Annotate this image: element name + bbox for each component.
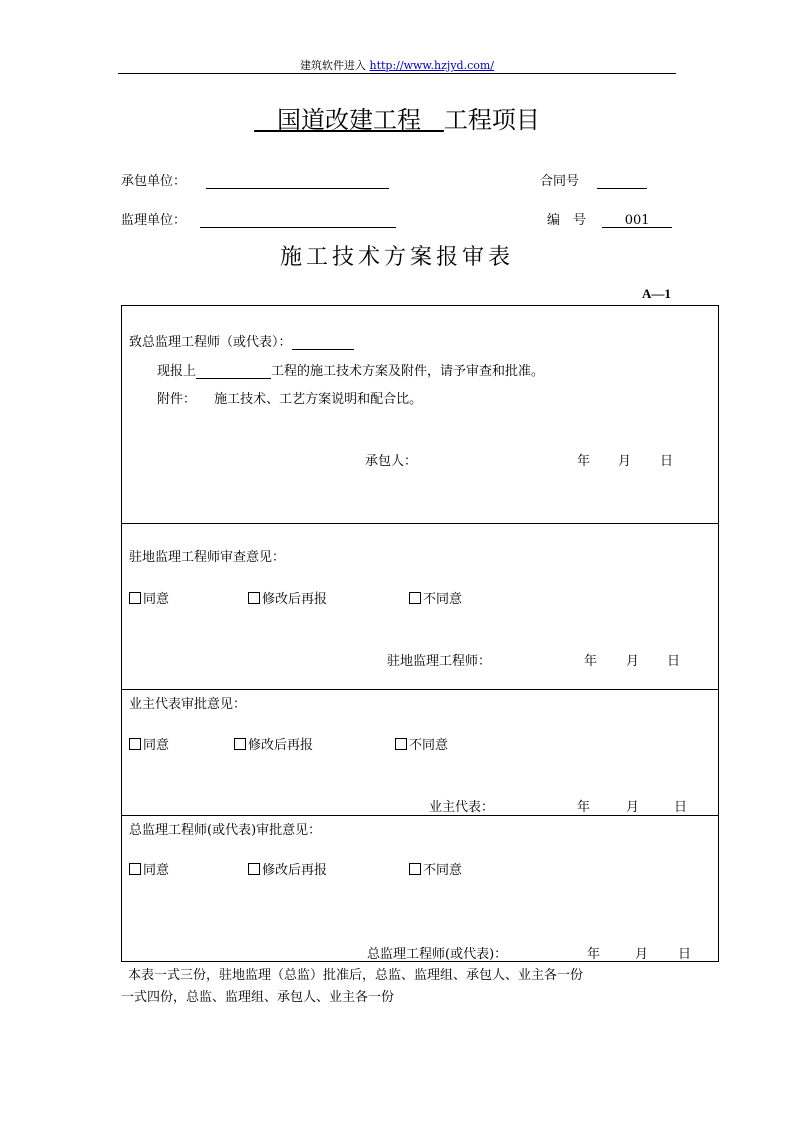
resident-sign-label: 驻地监理工程师： <box>387 654 492 669</box>
project-field[interactable] <box>196 364 271 379</box>
title-suffix: 工程项目 <box>443 106 540 134</box>
addressee-row <box>129 331 354 350</box>
section-owner-review <box>121 689 719 816</box>
attachment-text: 施工技术、工艺方案说明和配合比。 <box>214 392 423 407</box>
report-row <box>157 360 544 379</box>
report-suffix: 工程的施工技术方案及附件，请予审查和批准。 <box>271 364 545 379</box>
contractor-row <box>121 170 389 189</box>
checkbox-icon[interactable] <box>234 738 246 750</box>
report-prefix: 现报上 <box>157 364 197 379</box>
attachment-label: 附件： <box>157 392 197 407</box>
serial-row <box>547 209 672 228</box>
sign-year: 年 <box>584 654 598 669</box>
checkbox-icon[interactable] <box>248 863 260 875</box>
attachment-row <box>157 388 422 407</box>
checkbox-icon[interactable] <box>129 738 141 750</box>
chief-heading: 总监理工程师(或代表)审批意见： <box>129 823 322 838</box>
resident-heading: 驻地监理工程师审查意见： <box>129 550 286 565</box>
sign-day: 日 <box>678 947 692 962</box>
resident-opt-agree[interactable]: 同意 <box>129 588 169 607</box>
supervisor-label: 监理单位： <box>121 213 187 228</box>
sign-year: 年 <box>577 454 591 469</box>
owner-opt-disagree[interactable]: 不同意 <box>395 734 448 753</box>
checkbox-icon[interactable] <box>129 863 141 875</box>
resident-opt-disagree[interactable]: 不同意 <box>409 588 462 607</box>
owner-heading: 业主代表审批意见： <box>129 697 247 712</box>
page-header <box>0 57 794 73</box>
addressee-field[interactable] <box>292 335 354 350</box>
resident-opt-revise[interactable]: 修改后再报 <box>248 588 327 607</box>
chief-opt-revise[interactable]: 修改后再报 <box>248 859 327 878</box>
contract-no-label: 合同号 <box>540 174 580 189</box>
owner-sign-label: 业主代表： <box>429 800 495 815</box>
form-title: 施工技术方案报审表 <box>279 245 514 270</box>
contract-no-field[interactable] <box>597 174 647 189</box>
sign-month: 月 <box>618 454 632 469</box>
contractor-field[interactable] <box>206 174 389 189</box>
project-name: 国道改建工程 <box>277 106 421 134</box>
checkbox-icon[interactable] <box>409 592 421 604</box>
section-chief-review <box>121 815 719 962</box>
serial-field[interactable]: 001 <box>602 213 672 228</box>
checkbox-icon[interactable] <box>129 592 141 604</box>
footer-note-2: 一式四份，总监、监理组、承包人、业主各一份 <box>121 990 395 1005</box>
chief-sign-label: 总监理工程师(或代表)： <box>367 947 508 962</box>
supervisor-row <box>121 209 396 228</box>
chief-opt-disagree[interactable]: 不同意 <box>409 859 462 878</box>
sign-day: 日 <box>674 800 688 815</box>
contractor-label: 承包单位： <box>121 174 187 189</box>
checkbox-icon[interactable] <box>409 863 421 875</box>
serial-label: 编 号 <box>547 213 587 228</box>
addressee-label: 致总监理工程师（或代表）： <box>129 335 292 350</box>
page-title <box>0 100 794 135</box>
section-submission <box>121 305 719 524</box>
sign-month: 月 <box>626 800 640 815</box>
sign-month: 月 <box>635 947 649 962</box>
footer-note-1: 本表一式三份，驻地监理（总监）批准后，总监、监理组、承包人、业主各一份 <box>128 968 584 983</box>
form-code: A—1 <box>642 286 671 301</box>
sign-month: 月 <box>626 654 640 669</box>
sign-year: 年 <box>577 800 591 815</box>
header-prefix: 建筑软件进入 <box>300 59 366 72</box>
checkbox-icon[interactable] <box>395 738 407 750</box>
contract-no-row <box>540 170 647 189</box>
sign-day: 日 <box>660 454 674 469</box>
contractor-sign-label: 承包人： <box>365 454 418 469</box>
header-link[interactable]: http://www.hzjyd.com/ <box>369 59 494 72</box>
sign-year: 年 <box>587 947 601 962</box>
section-resident-review <box>121 523 719 690</box>
chief-opt-agree[interactable]: 同意 <box>129 859 169 878</box>
header-divider <box>118 73 676 74</box>
owner-opt-agree[interactable]: 同意 <box>129 734 169 753</box>
sign-day: 日 <box>667 654 681 669</box>
owner-opt-revise[interactable]: 修改后再报 <box>234 734 313 753</box>
supervisor-field[interactable] <box>200 213 396 228</box>
checkbox-icon[interactable] <box>248 592 260 604</box>
